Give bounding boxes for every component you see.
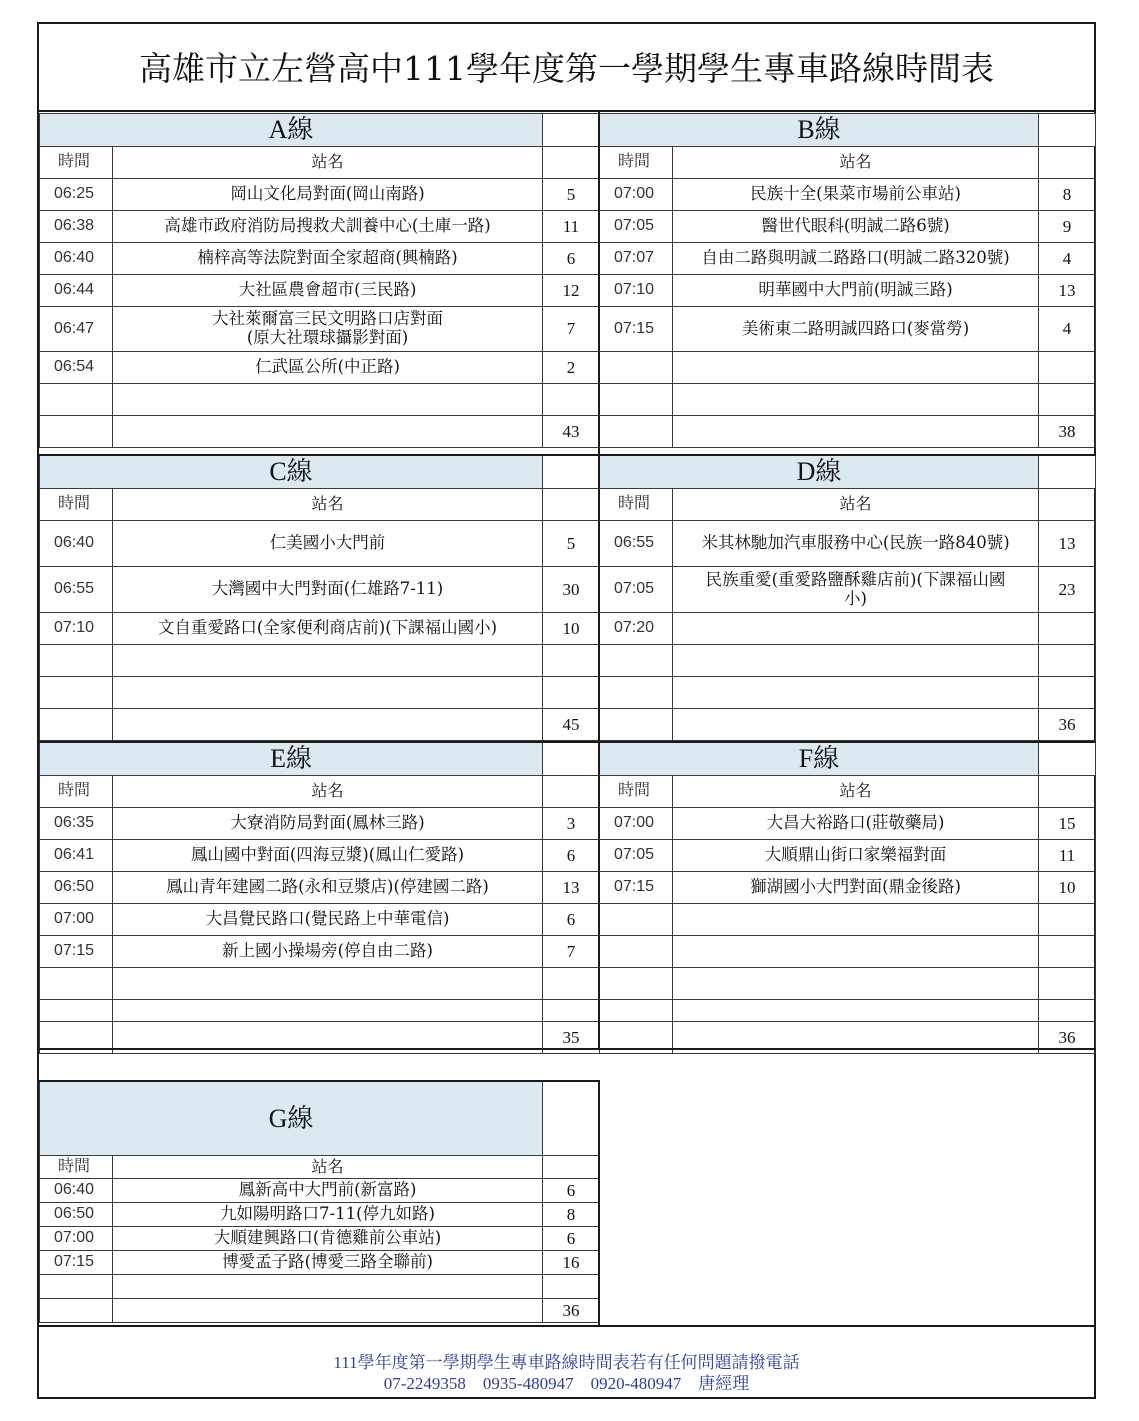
stop-time: 07:10	[40, 613, 113, 645]
count-column-header	[1039, 489, 1096, 521]
stop-station	[113, 211, 543, 243]
stop-time	[40, 968, 113, 1000]
header-blank-cell	[543, 114, 600, 147]
stop-station	[113, 275, 543, 307]
station-column-header: 站名	[673, 489, 1039, 521]
stop-time: 07:10	[600, 275, 673, 307]
route-total: 36	[543, 1299, 600, 1323]
table-row	[600, 384, 1096, 416]
rider-count	[1039, 645, 1096, 677]
station-name: 岡山文化局對面(岡山南路)	[230, 184, 425, 204]
rider-count: 12	[543, 275, 600, 307]
station-name: 鳳新高中大門前(新富路)	[238, 1180, 417, 1200]
total-time-cell	[600, 416, 673, 448]
contact-footer	[37, 1352, 1096, 1394]
station-name: 大社萊爾富三民文明路口店對面	[212, 309, 443, 329]
stop-station	[673, 968, 1039, 1000]
table-row	[40, 677, 600, 709]
stop-time	[600, 904, 673, 936]
rider-count: 4	[1039, 307, 1096, 352]
header-blank-cell	[543, 743, 600, 776]
stop-time: 07:00	[600, 179, 673, 211]
column-header-row	[600, 776, 1096, 808]
table-row	[600, 179, 1096, 211]
rider-count: 2	[543, 352, 600, 384]
stop-station	[113, 1227, 543, 1251]
table-row	[40, 808, 600, 840]
rider-count	[543, 1000, 600, 1022]
stop-time	[40, 1000, 113, 1022]
stop-time	[600, 645, 673, 677]
table-row	[40, 275, 600, 307]
stop-time: 06:50	[40, 1203, 113, 1227]
table-row	[600, 968, 1096, 1000]
stop-station	[113, 840, 543, 872]
station-name: 新上國小操場旁(停自由二路)	[222, 941, 433, 961]
route-header-row	[600, 456, 1096, 489]
stop-station	[113, 1179, 543, 1203]
stop-station	[673, 613, 1039, 645]
rider-count: 16	[543, 1251, 600, 1275]
table-row	[600, 613, 1096, 645]
stop-station	[113, 677, 543, 709]
divider	[598, 1080, 600, 1326]
table-row	[40, 645, 600, 677]
table-row	[600, 521, 1096, 567]
stop-station	[673, 872, 1039, 904]
divider	[37, 454, 1096, 456]
table-row	[600, 840, 1096, 872]
time-column-header: 時間	[40, 489, 113, 521]
rider-count: 15	[1039, 808, 1096, 840]
route-e-table	[39, 742, 599, 1054]
table-row	[600, 307, 1096, 352]
total-time-cell	[40, 1299, 113, 1323]
table-row	[600, 1000, 1096, 1022]
table-row	[600, 904, 1096, 936]
stop-time	[40, 645, 113, 677]
stop-time: 06:40	[40, 243, 113, 275]
total-station-cell	[113, 1299, 543, 1323]
stop-station	[113, 808, 543, 840]
route-header-row	[40, 1082, 600, 1156]
station-name: 大社區農會超市(三民路)	[238, 280, 417, 300]
route-header-row	[40, 456, 600, 489]
route-total: 45	[543, 709, 600, 741]
route-header-row	[40, 743, 600, 776]
count-column-header	[543, 1156, 600, 1179]
table-row	[600, 243, 1096, 275]
station-column-header: 站名	[113, 776, 543, 808]
station-name: 大昌覺民路口(覺民路上中華電信)	[205, 909, 450, 929]
stop-time: 07:15	[40, 936, 113, 968]
stop-time	[600, 1000, 673, 1022]
station-name: 大寮消防局對面(鳳林三路)	[230, 813, 425, 833]
stop-station	[673, 936, 1039, 968]
time-column-header: 時間	[600, 147, 673, 179]
rider-count	[543, 968, 600, 1000]
route-e-grid	[39, 742, 600, 1054]
footer-notice: 111學年度第一學期學生專車路線時間表若有任何問題請撥電話	[333, 1353, 800, 1372]
stop-station	[113, 904, 543, 936]
station-name-line2: (原大社環球攝影對面)	[246, 328, 409, 347]
rider-count: 11	[543, 211, 600, 243]
rider-count	[543, 677, 600, 709]
total-time-cell	[40, 416, 113, 448]
table-row	[40, 1251, 600, 1275]
stop-station	[673, 211, 1039, 243]
rider-count: 23	[1039, 567, 1096, 613]
station-name: 美術東二路明誠四路口(麥當勞)	[741, 318, 970, 338]
rider-count	[543, 1275, 600, 1299]
stop-station	[113, 1275, 543, 1299]
route-name: C線	[40, 456, 543, 489]
stop-time	[600, 677, 673, 709]
stop-station	[113, 352, 543, 384]
column-header-row	[40, 1156, 600, 1179]
rider-count: 6	[543, 904, 600, 936]
header-blank-cell	[1039, 743, 1096, 776]
divider	[37, 741, 1096, 743]
stop-time: 06:47	[40, 307, 113, 352]
stop-time: 07:15	[40, 1251, 113, 1275]
table-row	[40, 243, 600, 275]
total-station-cell	[113, 709, 543, 741]
time-column-header: 時間	[40, 147, 113, 179]
table-row	[600, 808, 1096, 840]
stop-time	[600, 936, 673, 968]
stop-station	[673, 567, 1039, 613]
route-header-row	[40, 114, 600, 147]
rider-count: 3	[543, 808, 600, 840]
rider-count: 13	[1039, 275, 1096, 307]
stop-station	[673, 179, 1039, 211]
rider-count	[1039, 936, 1096, 968]
stop-time: 07:00	[40, 1227, 113, 1251]
table-row	[40, 1227, 600, 1251]
station-name: 醫世代眼科(明誠二路6號)	[761, 216, 950, 236]
station-name-line2: 小)	[844, 588, 867, 608]
table-row	[40, 968, 600, 1000]
column-header-row	[40, 147, 600, 179]
station-name: 仁武區公所(中正路)	[255, 357, 400, 377]
station-column-header: 站名	[673, 147, 1039, 179]
route-b-grid	[599, 113, 1096, 448]
total-station-cell	[113, 416, 543, 448]
stop-time: 06:44	[40, 275, 113, 307]
stop-station	[673, 645, 1039, 677]
route-b-table	[599, 113, 1095, 448]
table-row	[40, 840, 600, 872]
stop-time: 06:40	[40, 1179, 113, 1203]
station-name: 鳳山國中對面(四海豆漿)(鳳山仁愛路)	[190, 845, 465, 865]
station-name: 鳳山青年建國二路(永和豆漿店)(停建國二路)	[166, 877, 489, 897]
table-row	[40, 613, 600, 645]
station-name: 楠梓高等法院對面全家超商(興楠路)	[197, 248, 458, 268]
station-name: 大順鼎山街口家樂福對面	[764, 845, 947, 865]
stop-time	[40, 677, 113, 709]
station-name: 民族重愛(重愛路鹽酥雞店前)(下課福山國	[705, 569, 1006, 589]
time-column-header: 時間	[600, 776, 673, 808]
stop-station	[113, 645, 543, 677]
rider-count	[543, 645, 600, 677]
route-name: A線	[40, 114, 543, 147]
stop-station	[113, 872, 543, 904]
route-total: 36	[1039, 1022, 1096, 1054]
rider-count: 8	[543, 1203, 600, 1227]
rider-count	[1039, 677, 1096, 709]
route-c-grid	[39, 455, 600, 741]
stop-station	[113, 1251, 543, 1275]
stop-station	[113, 968, 543, 1000]
column-header-row	[600, 489, 1096, 521]
stop-time: 07:05	[600, 840, 673, 872]
header-blank-cell	[1039, 456, 1096, 489]
column-header-row	[600, 147, 1096, 179]
rider-count	[543, 384, 600, 416]
stop-station	[673, 243, 1039, 275]
page-title: 高雄市立左營高中111學年度第一學期學生專車路線時間表	[37, 22, 1096, 112]
stop-time	[40, 1275, 113, 1299]
stop-station	[673, 1000, 1039, 1022]
rider-count	[1039, 384, 1096, 416]
table-row	[600, 352, 1096, 384]
route-name: G線	[40, 1082, 543, 1156]
station-column-header: 站名	[113, 489, 543, 521]
rider-count: 7	[543, 936, 600, 968]
stop-station	[113, 1203, 543, 1227]
count-column-header	[543, 776, 600, 808]
count-column-header	[543, 489, 600, 521]
table-row	[40, 307, 600, 352]
table-row	[40, 1275, 600, 1299]
stop-station	[113, 936, 543, 968]
table-row	[600, 645, 1096, 677]
total-row	[40, 416, 600, 448]
station-name: 民族十全(果菜市場前公車站)	[750, 184, 961, 204]
rider-count: 10	[543, 613, 600, 645]
station-name: 大灣國中大門對面(仁雄路7-11)	[211, 579, 444, 599]
rider-count: 5	[543, 179, 600, 211]
stop-time	[600, 968, 673, 1000]
stop-station	[673, 840, 1039, 872]
route-header-row	[600, 114, 1096, 147]
station-name: 獅湖國小大門對面(鼎金後路)	[750, 877, 961, 897]
stop-station	[113, 179, 543, 211]
column-header-row	[40, 776, 600, 808]
route-f-table	[599, 742, 1095, 1054]
station-name: 仁美國小大門前	[269, 533, 386, 553]
table-row	[40, 1203, 600, 1227]
stop-time: 06:55	[600, 521, 673, 567]
divider	[37, 1080, 600, 1082]
divider	[37, 1325, 1096, 1327]
route-name: E線	[40, 743, 543, 776]
stop-station	[673, 307, 1039, 352]
stop-time: 07:07	[600, 243, 673, 275]
table-row	[40, 936, 600, 968]
station-name: 大順建興路口(肯德雞前公車站)	[213, 1228, 442, 1248]
route-g-grid	[39, 1081, 600, 1323]
table-row	[600, 872, 1096, 904]
route-g-table	[39, 1081, 599, 1323]
time-column-header: 時間	[600, 489, 673, 521]
stop-time	[600, 384, 673, 416]
stop-station	[113, 567, 543, 613]
stop-station	[673, 384, 1039, 416]
stop-time: 06:25	[40, 179, 113, 211]
stop-time: 06:54	[40, 352, 113, 384]
rider-count: 6	[543, 1227, 600, 1251]
station-name: 文自重愛路口(全家便利商店前)(下課福山國小)	[157, 618, 498, 638]
table-row	[40, 211, 600, 243]
total-station-cell	[673, 709, 1039, 741]
route-header-row	[600, 743, 1096, 776]
route-a-grid	[39, 113, 600, 448]
rider-count	[1039, 904, 1096, 936]
stop-time: 07:05	[600, 567, 673, 613]
total-station-cell	[673, 416, 1039, 448]
stop-time: 07:20	[600, 613, 673, 645]
station-name: 大昌大裕路口(莊敬藥局)	[766, 813, 945, 833]
table-row	[40, 872, 600, 904]
station-column-header: 站名	[113, 1156, 543, 1179]
route-d-table	[599, 455, 1095, 741]
rider-count	[1039, 613, 1096, 645]
route-a-table	[39, 113, 599, 448]
divider	[598, 112, 600, 1050]
rider-count: 6	[543, 840, 600, 872]
station-name: 明華國中大門前(明誠三路)	[758, 280, 953, 300]
count-column-header	[543, 147, 600, 179]
stop-station	[673, 352, 1039, 384]
divider	[37, 1048, 1096, 1050]
table-row	[600, 275, 1096, 307]
total-row	[40, 1299, 600, 1323]
station-name: 米其林馳加汽車服務中心(民族一路840號)	[701, 533, 1010, 553]
rider-count: 6	[543, 243, 600, 275]
stop-time	[600, 352, 673, 384]
stop-time: 06:38	[40, 211, 113, 243]
rider-count: 8	[1039, 179, 1096, 211]
station-column-header: 站名	[673, 776, 1039, 808]
time-column-header: 時間	[40, 1156, 113, 1179]
table-row	[600, 567, 1096, 613]
table-row	[600, 211, 1096, 243]
table-row	[40, 384, 600, 416]
route-total: 38	[1039, 416, 1096, 448]
route-f-grid	[599, 742, 1096, 1054]
stop-station	[113, 1000, 543, 1022]
station-column-header: 站名	[113, 147, 543, 179]
rider-count: 30	[543, 567, 600, 613]
total-time-cell	[600, 709, 673, 741]
rider-count	[1039, 352, 1096, 384]
route-d-grid	[599, 455, 1096, 741]
stop-station	[113, 613, 543, 645]
rider-count	[1039, 968, 1096, 1000]
total-row	[600, 709, 1096, 741]
table-row	[40, 1179, 600, 1203]
stop-station	[673, 521, 1039, 567]
rider-count: 5	[543, 521, 600, 567]
rider-count: 13	[543, 872, 600, 904]
stop-time: 07:15	[600, 307, 673, 352]
table-row	[40, 567, 600, 613]
stop-station	[113, 243, 543, 275]
stop-time: 06:41	[40, 840, 113, 872]
header-blank-cell	[543, 1082, 600, 1156]
table-row	[40, 904, 600, 936]
station-name: 九如陽明路口7-11(停九如路)	[220, 1204, 435, 1224]
stop-station	[673, 904, 1039, 936]
stop-station	[113, 307, 543, 352]
stop-station	[673, 275, 1039, 307]
table-row	[40, 352, 600, 384]
route-name: B線	[600, 114, 1039, 147]
rider-count: 11	[1039, 840, 1096, 872]
footer-phones: 07-2249358 0935-480947 0920-480947 唐經理	[383, 1374, 750, 1393]
header-blank-cell	[543, 456, 600, 489]
stop-time: 07:00	[40, 904, 113, 936]
column-header-row	[40, 489, 600, 521]
table-row	[40, 1000, 600, 1022]
count-column-header	[1039, 147, 1096, 179]
station-name: 自由二路與明誠二路路口(明誠二路320號)	[701, 248, 1010, 268]
route-total: 35	[543, 1022, 600, 1054]
station-name: 高雄市政府消防局搜救犬訓養中心(土庫一路)	[164, 216, 491, 236]
stop-station	[113, 521, 543, 567]
table-row	[40, 179, 600, 211]
table-row	[600, 677, 1096, 709]
stop-time: 07:05	[600, 211, 673, 243]
rider-count: 7	[543, 307, 600, 352]
rider-count: 9	[1039, 211, 1096, 243]
table-row	[40, 521, 600, 567]
rider-count: 13	[1039, 521, 1096, 567]
stop-station	[113, 384, 543, 416]
rider-count: 10	[1039, 872, 1096, 904]
stop-station	[673, 677, 1039, 709]
stop-time: 07:15	[600, 872, 673, 904]
stop-time: 07:00	[600, 808, 673, 840]
total-time-cell	[40, 709, 113, 741]
total-row	[600, 416, 1096, 448]
header-blank-cell	[1039, 114, 1096, 147]
count-column-header	[1039, 776, 1096, 808]
stop-time: 06:35	[40, 808, 113, 840]
rider-count: 6	[543, 1179, 600, 1203]
route-total: 43	[543, 416, 600, 448]
stop-time: 06:50	[40, 872, 113, 904]
table-row	[600, 936, 1096, 968]
stop-time	[40, 384, 113, 416]
station-name: 博愛孟子路(博愛三路全聯前)	[222, 1252, 433, 1272]
route-name: D線	[600, 456, 1039, 489]
stop-time: 06:55	[40, 567, 113, 613]
route-name: F線	[600, 743, 1039, 776]
stop-time: 06:40	[40, 521, 113, 567]
total-row	[40, 709, 600, 741]
rider-count: 4	[1039, 243, 1096, 275]
time-column-header: 時間	[40, 776, 113, 808]
stop-station	[673, 808, 1039, 840]
route-total: 36	[1039, 709, 1096, 741]
route-c-table	[39, 455, 599, 741]
rider-count	[1039, 1000, 1096, 1022]
